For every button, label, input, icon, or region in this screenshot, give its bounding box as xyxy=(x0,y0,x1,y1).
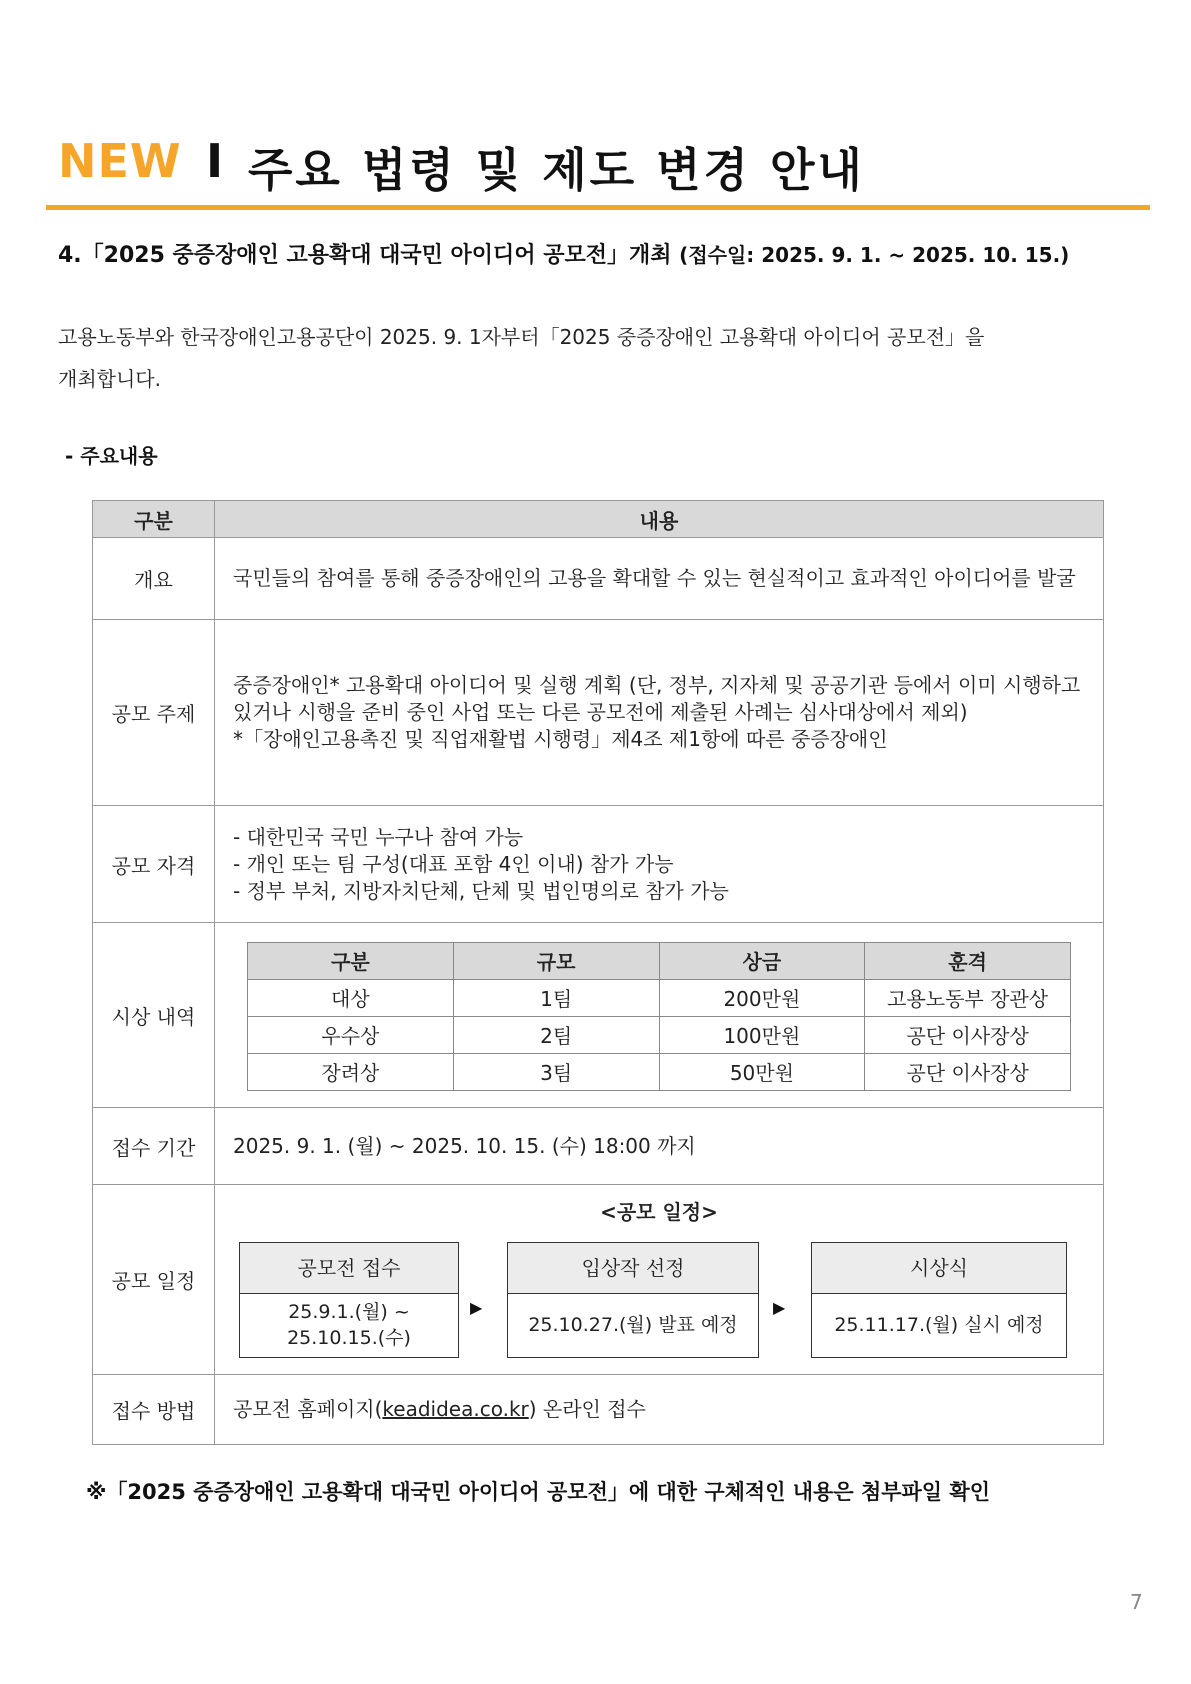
award-prize: 100만원 xyxy=(659,1016,865,1053)
table-row-period xyxy=(93,1108,1104,1185)
awards-cell xyxy=(215,923,1104,1108)
page-title: 주요 법령 및 제도 변경 안내 xyxy=(248,143,865,197)
header-divider xyxy=(46,205,1150,210)
method-label: 접수 방법 xyxy=(93,1375,215,1445)
section-subtitle xyxy=(58,238,1069,269)
award-name: 대상 xyxy=(248,979,454,1016)
table-row xyxy=(248,979,1071,1016)
theme-footnote: *「장애인고용촉진 및 직업재활법 시행령」제4조 제1항에 따른 중증장애인 xyxy=(233,727,888,751)
method-cell xyxy=(215,1375,1104,1445)
step-body xyxy=(240,1294,458,1357)
page-header xyxy=(58,128,1138,198)
footnote-reference: ※「2025 중증장애인 고용확대 대국민 아이디어 공모전」에 대한 구체적인 내용은 첨부파일 확인 xyxy=(86,1480,990,1504)
table-row xyxy=(248,1016,1071,1053)
award-count: 2팀 xyxy=(453,1016,659,1053)
intro-line-1: 고용노동부와 한국장애인고용공단이 2025. 9. 1자부터「2025 중증장애인 고용확대 아이디어 공모전」을 xyxy=(58,325,985,349)
page-number: 7 xyxy=(1130,1590,1143,1614)
table-row xyxy=(248,1053,1071,1090)
awards-table xyxy=(247,942,1071,1091)
overview-text: 국민들의 참여를 통해 중증장애인의 고용을 확대할 수 있는 현실적이고 효과적인 아이디어를 발굴 xyxy=(215,538,1104,620)
award-honor: 고용노동부 장관상 xyxy=(865,979,1071,1016)
table-row-eligibility xyxy=(93,806,1104,923)
awards-col-prize: 상금 xyxy=(659,942,865,979)
theme-label: 공모 주제 xyxy=(93,620,215,806)
arrow-right-icon: ▶ xyxy=(773,1297,786,1317)
table-row-schedule xyxy=(93,1185,1104,1375)
table-row-theme xyxy=(93,620,1104,806)
step-body: 25.10.27.(월) 발표 예정 xyxy=(528,1314,738,1336)
schedule-title: <공모 일정> xyxy=(600,1199,718,1224)
award-honor: 공단 이사장상 xyxy=(865,1016,1071,1053)
eligibility-item: - 대한민국 국민 누구나 참여 가능 xyxy=(233,824,524,849)
eligibility-item: - 정부 부처, 지방자치단체, 단체 및 법인명의로 참가 가능 xyxy=(233,878,729,903)
award-count: 3팀 xyxy=(453,1053,659,1090)
table-header-content: 내용 xyxy=(215,501,1104,538)
award-prize: 200만원 xyxy=(659,979,865,1016)
intro-paragraph xyxy=(58,316,1118,400)
awards-col-count: 규모 xyxy=(453,942,659,979)
intro-line-2: 개최합니다. xyxy=(58,367,161,391)
eligibility-cell xyxy=(215,806,1104,923)
table-row-method xyxy=(93,1375,1104,1445)
method-prefix: 공모전 홈페이지( xyxy=(233,1397,383,1421)
theme-cell xyxy=(215,620,1104,806)
section-label: - 주요내용 xyxy=(65,444,158,468)
award-honor: 공단 이사장상 xyxy=(865,1053,1071,1090)
eligibility-item: - 개인 또는 팀 구성(대표 포함 4인 이내) 참가 가능 xyxy=(233,851,674,876)
step-head: 시상식 xyxy=(812,1243,1066,1294)
new-label: NEW xyxy=(58,134,182,188)
header-separator: I xyxy=(206,134,224,188)
period-text: 2025. 9. 1. (월) ~ 2025. 10. 15. (수) 18:00 까지 xyxy=(215,1108,1104,1185)
period-label: 접수 기간 xyxy=(93,1108,215,1185)
method-suffix: ) 온라인 접수 xyxy=(528,1397,646,1421)
step-head: 입상작 선정 xyxy=(508,1243,758,1294)
eligibility-label: 공모 자격 xyxy=(93,806,215,923)
award-name: 장려상 xyxy=(248,1053,454,1090)
awards-header-row xyxy=(248,942,1071,979)
award-count: 1팀 xyxy=(453,979,659,1016)
homepage-link[interactable]: keadidea.co.kr xyxy=(382,1397,529,1421)
schedule-step-selection xyxy=(507,1242,759,1358)
step-head: 공모전 접수 xyxy=(240,1243,458,1294)
table-row-overview xyxy=(93,538,1104,620)
awards-label: 시상 내역 xyxy=(93,923,215,1108)
awards-col-category: 구분 xyxy=(248,942,454,979)
schedule-label: 공모 일정 xyxy=(93,1185,215,1375)
schedule-step-ceremony xyxy=(811,1242,1067,1358)
subtitle-date: (접수일: 2025. 9. 1. ~ 2025. 10. 15.) xyxy=(679,243,1070,267)
table-header-category: 구분 xyxy=(93,501,215,538)
main-info-table xyxy=(92,500,1104,1445)
award-prize: 50만원 xyxy=(659,1053,865,1090)
schedule-diagram xyxy=(215,1186,1103,1374)
schedule-cell xyxy=(215,1185,1104,1375)
schedule-step-submission xyxy=(239,1242,459,1358)
arrow-right-icon: ▶ xyxy=(470,1297,483,1317)
step-body: 25.11.17.(월) 실시 예정 xyxy=(834,1314,1044,1336)
step-body-line: 25.10.15.(수) xyxy=(287,1327,411,1349)
table-header-row xyxy=(93,501,1104,538)
subtitle-main: 4.「2025 중증장애인 고용확대 대국민 아이디어 공모전」개최 xyxy=(58,243,672,268)
theme-text: 중증장애인* 고용확대 아이디어 및 실행 계획 (단, 정부, 지자체 및 공공기관 등에서 이미 시행하고 있거나 시행을 준비 중인 사업 또는 다른 공모전에 제출된 사례는 심사대상에서 제외) xyxy=(233,673,1081,724)
awards-col-honor: 훈격 xyxy=(865,942,1071,979)
step-body-line: 25.9.1.(월) ~ xyxy=(288,1301,410,1323)
table-row-awards xyxy=(93,923,1104,1108)
award-name: 우수상 xyxy=(248,1016,454,1053)
overview-label: 개요 xyxy=(93,538,215,620)
